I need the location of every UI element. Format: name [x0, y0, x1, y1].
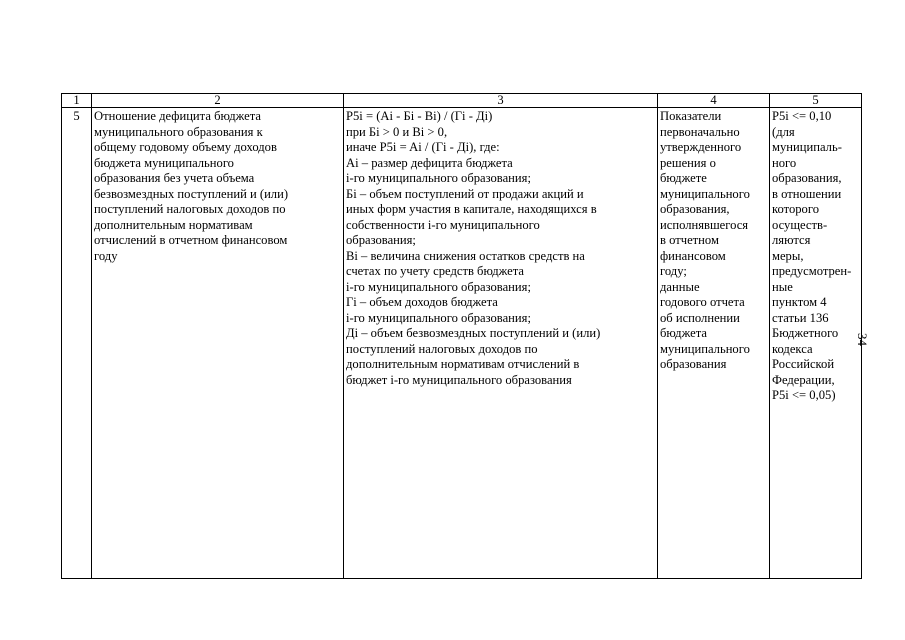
col5-line: ного — [772, 155, 797, 170]
col3-line: i-го муниципального образования; — [346, 279, 531, 294]
col5-line: Федерации, — [772, 372, 835, 387]
col4-line: образования, — [660, 202, 730, 216]
col3-line: P5i = (Ai - Бi - Вi) / (Гi - Дi) — [346, 109, 493, 123]
col5-line: P5i <= 0,05) — [772, 388, 836, 402]
header-cell: 4 — [658, 94, 770, 108]
col3-line: Дi – объем безвозмездных поступлений и (или) — [346, 326, 601, 340]
row-number-cell: 5 — [62, 108, 92, 579]
col4-line: Показатели — [660, 109, 722, 123]
header-row — [62, 94, 862, 108]
col5-line: статьи 136 — [772, 310, 829, 325]
col3-line: иных форм участия в капитале, находящихся в — [346, 202, 597, 216]
col5-line: меры, — [772, 248, 804, 263]
col5-line: ные — [772, 279, 793, 294]
col3-line: счетах по учету средств бюджета — [346, 264, 525, 278]
col2-line: общему годовому объему доходов — [94, 140, 277, 154]
col4-line: образования — [660, 357, 727, 371]
col4-line: утвержденного — [660, 140, 742, 154]
col4-line: муниципального — [660, 186, 750, 201]
col5-line: P5i <= 0,10 — [772, 109, 832, 123]
col4-line: году; — [660, 264, 687, 278]
col5-line: кодекса — [772, 341, 813, 356]
col3-line: i-го муниципального образования; — [346, 310, 531, 325]
col2-line: образования без учета объема — [94, 171, 255, 185]
col3-line: i-го муниципального образования; — [346, 171, 531, 185]
header-cell: 1 — [62, 94, 92, 108]
col4-line: исполнявшегося — [660, 217, 749, 232]
col4-line: данные — [660, 279, 700, 294]
col3-line: иначе P5i = Ai / (Гi - Дi), где: — [346, 140, 500, 154]
threshold-cell — [770, 108, 862, 579]
col2-line: году — [94, 248, 118, 263]
col4-line: в отчетном — [660, 233, 719, 247]
col3-line: образования; — [346, 233, 416, 247]
header-cell: 2 — [92, 94, 344, 108]
col2-line: поступлений налоговых доходов по — [94, 202, 286, 216]
col2-line: бюджета муниципального — [94, 155, 234, 170]
col4-line: годового отчета — [660, 295, 745, 309]
col3-line: собственности i-го муниципального — [346, 217, 540, 232]
col5-line: в отношении — [772, 186, 842, 201]
col5-line: муниципаль- — [772, 140, 842, 154]
col3-line: поступлений налоговых доходов по — [346, 341, 538, 356]
indicator-name-cell — [92, 108, 344, 579]
col3-line: Ai – размер дефицита бюджета — [346, 155, 513, 170]
col2-line: дополнительным нормативам — [94, 217, 253, 232]
col5-line: Российской — [772, 357, 835, 371]
col5-line: пунктом 4 — [772, 295, 827, 309]
col4-line: бюджета — [660, 326, 707, 340]
table-row — [62, 108, 862, 579]
header-cell: 5 — [770, 94, 862, 108]
col4-line: об исполнении — [660, 310, 740, 325]
col4-line: финансовом — [660, 248, 726, 263]
col3-line: дополнительным нормативам отчислений в — [346, 357, 580, 371]
col5-line: образования, — [772, 171, 842, 185]
indicator-table — [61, 93, 862, 579]
col2-line: муниципального образования к — [94, 124, 263, 139]
source-cell — [658, 108, 770, 579]
col3-line: бюджет i-го муниципального образования — [346, 372, 572, 387]
col3-line: Вi – величина снижения остатков средств на — [346, 248, 585, 263]
col4-line: решения о — [660, 155, 716, 170]
col2-line: Отношение дефицита бюджета — [94, 109, 262, 123]
col4-line: первоначально — [660, 124, 740, 139]
col3-line: Бi – объем поступлений от продажи акций и — [346, 186, 584, 201]
page-number: 34 — [855, 333, 870, 346]
col2-line: безвозмездных поступлений и (или) — [94, 186, 289, 201]
col5-line: осуществ- — [772, 217, 828, 232]
header-cell: 3 — [344, 94, 658, 108]
col4-line: бюджете — [660, 171, 707, 185]
col5-line: предусмотрен- — [772, 264, 852, 278]
col3-line: Гi – объем доходов бюджета — [346, 295, 498, 309]
col2-line: отчислений в отчетном финансовом — [94, 233, 288, 247]
formula-cell — [344, 108, 658, 579]
col3-line: при Бi > 0 и Вi > 0, — [346, 124, 448, 139]
col5-line: Бюджетного — [772, 326, 839, 340]
col5-line: (для — [772, 124, 795, 139]
col4-line: муниципального — [660, 341, 750, 356]
col5-line: ляются — [772, 233, 811, 247]
col5-line: которого — [772, 202, 819, 216]
